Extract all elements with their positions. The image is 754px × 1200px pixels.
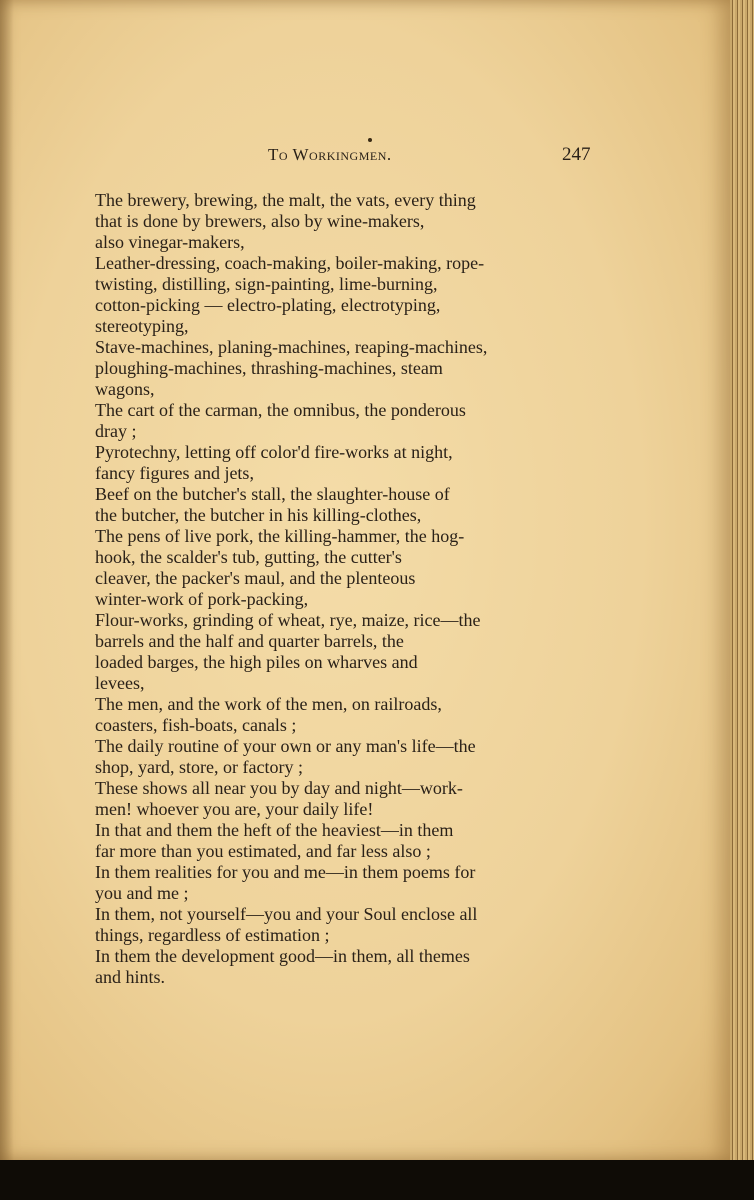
- verse-text-line: shop, yard, store, or factory ;: [95, 757, 303, 777]
- verse-line: [95, 442, 607, 484]
- verse-text-line: loaded barges, the high piles on wharves and: [95, 652, 418, 672]
- page-number: 247: [562, 144, 591, 165]
- verse-text-line: men! whoever you are, your daily life!: [95, 799, 374, 819]
- running-head: To Workingmen.: [268, 145, 392, 164]
- verse-text-line: Leather-dressing, coach-making, boiler-making, rope-: [95, 253, 485, 273]
- verse-line: [95, 862, 607, 904]
- verse-text-line: cleaver, the packer's maul, and the plenteous: [95, 568, 416, 588]
- verse-text-line: winter-work of pork-packing,: [95, 589, 309, 609]
- verse-text-line: twisting, distilling, sign-painting, lime-burning,: [95, 274, 438, 294]
- verse-line: [95, 904, 607, 946]
- gutter-shadow: [0, 0, 14, 1160]
- verse-text-line: barrels and the half and quarter barrels, the: [95, 631, 404, 651]
- verse-text-line: far more than you estimated, and far less also ;: [95, 841, 431, 861]
- verse-text-line: Pyrotechny, letting off color'd fire-works at night,: [95, 442, 453, 462]
- verse-text-line: and hints.: [95, 967, 165, 987]
- verse-text-line: you and me ;: [95, 883, 189, 903]
- verse-text-line: stereotyping,: [95, 316, 189, 336]
- verse-text-line: that is done by brewers, also by wine-makers,: [95, 211, 425, 231]
- verse-text-line: ploughing-machines, thrashing-machines, steam: [95, 358, 443, 378]
- verse-line: [95, 610, 607, 694]
- verse-line: [95, 400, 607, 442]
- verse-text-line: The brewery, brewing, the malt, the vats, every thing: [95, 190, 476, 210]
- verse-text-line: These shows all near you by day and night—work-: [95, 778, 463, 798]
- verse-line: [95, 694, 607, 736]
- verse-line: [95, 778, 607, 820]
- verse-text-line: coasters, fish-boats, canals ;: [95, 715, 297, 735]
- verse-line: [95, 526, 607, 610]
- verse-text-line: In them realities for you and me—in them poems for: [95, 862, 476, 882]
- verse-line: [95, 337, 607, 400]
- verse-line: [95, 253, 607, 337]
- verse-text-line: The cart of the carman, the omnibus, the ponderous: [95, 400, 466, 420]
- verse-text-line: The pens of live pork, the killing-hammer, the hog-: [95, 526, 465, 546]
- ink-speck: [368, 138, 372, 142]
- verse-text-line: In them, not yourself—you and your Soul enclose all: [95, 904, 478, 924]
- verse-text-line: Beef on the butcher's stall, the slaughter-house of: [95, 484, 450, 504]
- verse-line: [95, 736, 607, 778]
- verse-text-line: Stave-machines, planing-machines, reaping-machines,: [95, 337, 488, 357]
- verse-line: [95, 820, 607, 862]
- verse-text-line: cotton-picking — electro-plating, electrotyping,: [95, 295, 441, 315]
- background-band: [0, 1160, 754, 1200]
- verse-text-line: The daily routine of your own or any man's life—the: [95, 736, 476, 756]
- verse-text-line: things, regardless of estimation ;: [95, 925, 330, 945]
- verse-text-line: Flour-works, grinding of wheat, rye, maize, rice—the: [95, 610, 481, 630]
- verse-text-line: In that and them the heft of the heaviest—in them: [95, 820, 454, 840]
- poem-text: [95, 190, 607, 988]
- verse-text-line: the butcher, the butcher in his killing-clothes,: [95, 505, 422, 525]
- verse-text-line: levees,: [95, 673, 145, 693]
- verse-text-line: fancy figures and jets,: [95, 463, 254, 483]
- verse-text-line: The men, and the work of the men, on railroads,: [95, 694, 442, 714]
- verse-text-line: dray ;: [95, 421, 137, 441]
- verse-text-line: wagons,: [95, 379, 155, 399]
- verse-text-line: In them the development good—in them, all themes: [95, 946, 470, 966]
- verse-text-line: hook, the scalder's tub, gutting, the cutter's: [95, 547, 402, 567]
- verse-text-line: also vinegar-makers,: [95, 232, 245, 252]
- verse-line: [95, 484, 607, 526]
- verse-line: [95, 190, 607, 253]
- verse-line: [95, 946, 607, 988]
